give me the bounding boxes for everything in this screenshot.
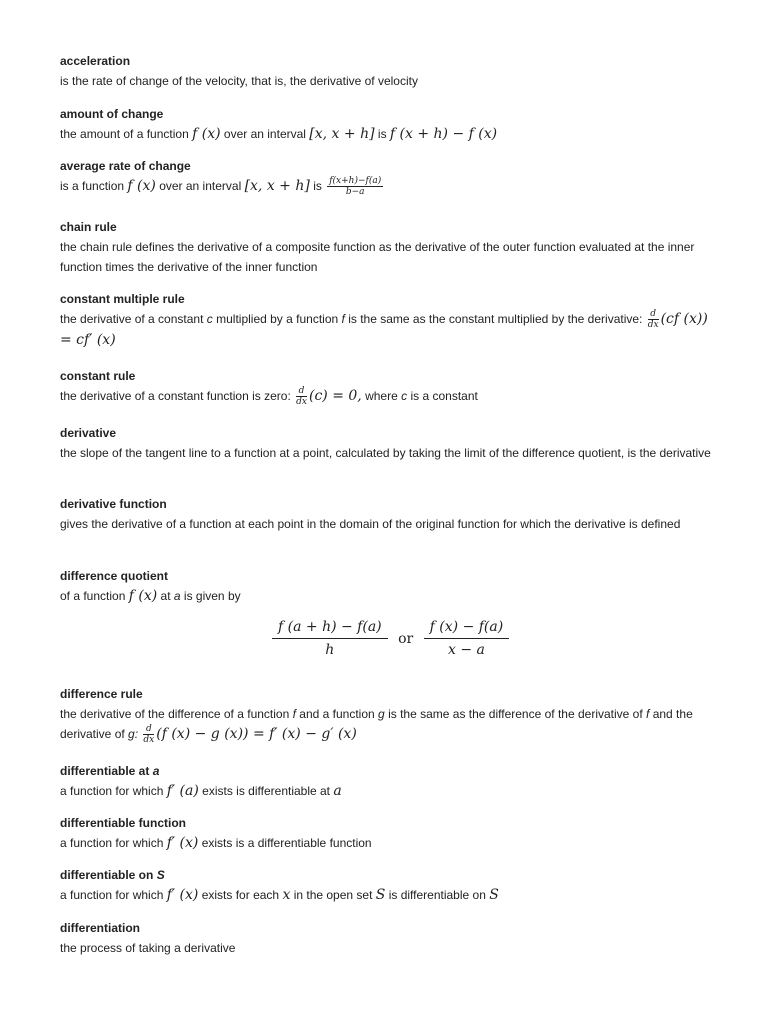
entry-amount-of-change xyxy=(60,105,720,144)
term-title: differentiation xyxy=(60,921,140,935)
term-title: differentiable function xyxy=(60,816,186,830)
entry-chain-rule xyxy=(60,218,720,277)
term-definition: the chain rule defines the derivative of a composite function as the derivative of the outer function evaluated at the inner function times the derivative of the inner function xyxy=(60,240,695,274)
term-title: differentiable at a xyxy=(60,764,160,778)
term-definition: a function for which f′ (x) exists for each x in the open set S is differentiable on S xyxy=(60,887,499,903)
d-dx-fraction: $\frac{d}{dx}$ xyxy=(143,724,155,746)
entry-differentiable-on-s xyxy=(60,866,720,905)
term-definition: the slope of the tangent line to a function at a point, calculated by taking the limit of the difference quotient, is the derivative xyxy=(60,446,711,460)
term-title: difference rule xyxy=(60,687,143,701)
entry-differentiation xyxy=(60,919,720,958)
entry-derivative-function xyxy=(60,495,720,534)
term-title: differentiable on S xyxy=(60,868,165,882)
d-dx-fraction: $\frac{d}{dx}$ xyxy=(296,386,307,408)
term-definition: a function for which f′ (x) exists is a differentiable function xyxy=(60,835,372,851)
or-label: or xyxy=(398,630,414,647)
term-title: constant multiple rule xyxy=(60,292,185,306)
entry-difference-rule xyxy=(60,685,720,745)
term-definition: the derivative of the difference of a function f and a function g is the same as the difference of the derivative of f and the derivative of g: $\frac{d}{dx}$ (f (x) − g (x)) = f′ (x) − g′ (x) xyxy=(60,707,693,746)
entry-differentiable-function xyxy=(60,814,720,853)
term-title: derivative function xyxy=(60,497,167,511)
term-definition: is a function f (x) over an interval [x, x + h] is $\frac{f(x+h)-f(a)}{b-a}$ xyxy=(60,176,382,198)
term-title: chain rule xyxy=(60,220,117,234)
term-title: average rate of change xyxy=(60,159,191,173)
term-definition: is the rate of change of the velocity, that is, the derivative of velocity xyxy=(60,74,418,88)
term-title: constant rule xyxy=(60,369,136,383)
entry-differentiable-at-a xyxy=(60,762,720,801)
entry-acceleration xyxy=(60,52,720,91)
rate-fraction: $\frac{f(x+h)-f(a)}{b-a}$ xyxy=(329,176,382,198)
quotient-x-form: $\frac{f (x) - f(a)}{x - a}$ xyxy=(424,616,510,661)
entry-average-rate-of-change xyxy=(60,157,720,197)
entry-constant-rule xyxy=(60,367,720,407)
term-definition: the derivative of a constant function is zero: $\frac{d}{dx}$ (c) = 0, where c is a constant xyxy=(60,386,478,408)
quotient-h-form: $\frac{f (a + h) - f(a)}{h}$ xyxy=(272,616,388,661)
term-title: acceleration xyxy=(60,54,131,68)
term-definition: the amount of a function f (x) over an interval [x, x + h] is f (x + h) − f (x) xyxy=(60,126,498,142)
term-title: amount of change xyxy=(60,107,164,121)
entry-derivative xyxy=(60,424,720,463)
term-definition: gives the derivative of a function at each point in the domain of the original function for which the derivative is defined xyxy=(60,517,681,531)
term-definition: of a function f (x) at a is given by xyxy=(60,588,241,604)
term-title: derivative xyxy=(60,426,117,440)
d-dx-fraction: $\frac{d}{dx}$ xyxy=(647,309,659,331)
term-definition: the derivative of a constant c multiplied by a function f is the same as the constant multiplied by the derivative: $\frac{d}{dx}$ (cf (x)) = cf′ (x) xyxy=(60,309,708,349)
entry-constant-multiple-rule xyxy=(60,290,720,350)
entry-difference-quotient xyxy=(60,567,720,606)
difference-quotient-formula xyxy=(270,616,511,661)
term-definition: a function for which f′ (a) exists is differentiable at a xyxy=(60,783,342,799)
term-title: difference quotient xyxy=(60,569,169,583)
term-definition: the process of taking a derivative xyxy=(60,941,236,955)
